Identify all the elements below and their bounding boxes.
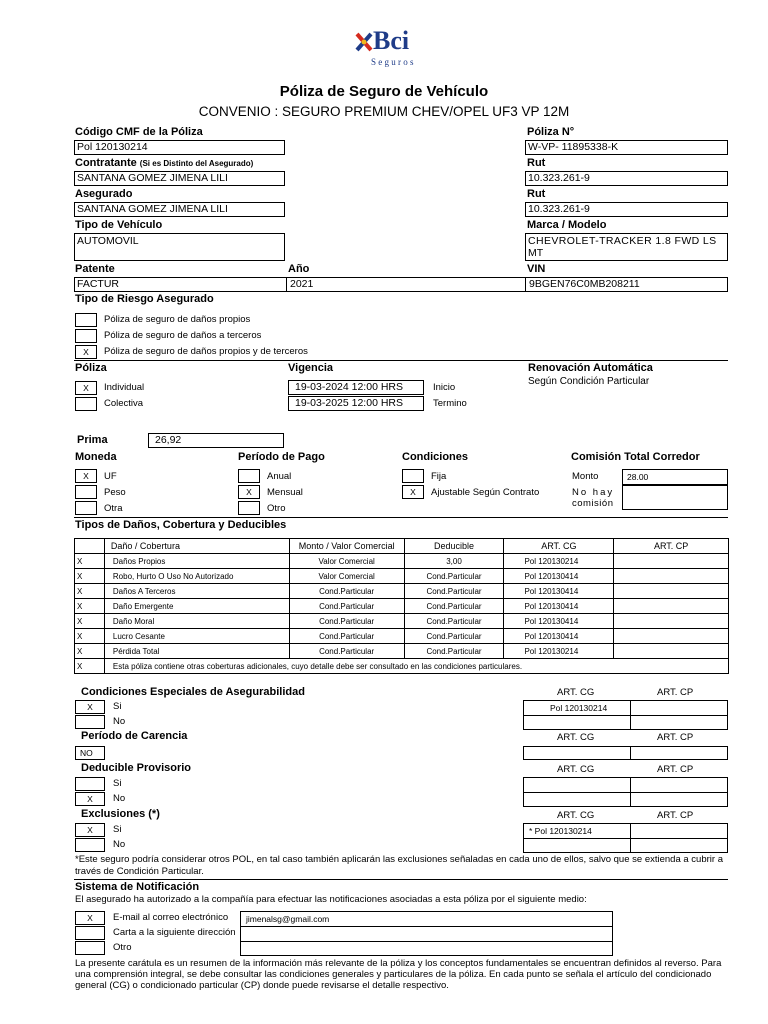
exclusiones-label: Exclusiones (*)	[81, 808, 160, 820]
periodo-mensual: Mensual	[267, 487, 303, 498]
vigencia-termino-field	[288, 396, 424, 411]
prima-label: Prima	[77, 434, 108, 446]
footer-line-2: una comprensión integral, se debe consultar las condiciones generales y particulares de la póliza. En cada punto se señala el artículo del condicionado	[75, 969, 712, 980]
notificacion-email-value: jimenalsg@gmail.com	[246, 914, 330, 924]
moneda-check-otra[interactable]	[75, 501, 97, 515]
table-row	[75, 599, 729, 614]
poliza-check-individual[interactable]: X	[75, 381, 97, 395]
condiciones-check-ajustable[interactable]: X	[402, 485, 424, 499]
asegurado-field	[74, 202, 285, 217]
anio-label: Año	[288, 263, 310, 275]
comision-no-hay-field	[622, 485, 728, 510]
comision-monto-value: 28.00	[627, 472, 649, 482]
especiales-check-si[interactable]: X	[75, 700, 105, 714]
riesgo-check-2[interactable]	[75, 329, 97, 343]
marca-value-2: MT	[528, 247, 544, 259]
vigencia-inicio-value: 19-03-2024 12:00 HRS	[295, 381, 403, 393]
especiales-cg-value: Pol 120130214	[550, 703, 608, 713]
especiales-no: No	[113, 716, 126, 727]
row-cg: Pol 120130414	[504, 599, 614, 614]
carencia-cg-label: ART. CG	[557, 732, 595, 743]
row-deducible: Cond.Particular	[404, 644, 504, 659]
header-monto: Monto / Valor Comercial	[289, 539, 404, 554]
exclusiones-check-no[interactable]	[75, 838, 105, 852]
comision-monto-label: Monto	[572, 471, 599, 482]
riesgo-option-1: Póliza de seguro de daños propios	[104, 314, 251, 325]
header-deducible: Deducible	[404, 539, 504, 554]
carencia-art-box	[523, 746, 728, 760]
periodo-otro: Otro	[267, 503, 286, 514]
exclusion-note-2: través de Condición Particular.	[75, 866, 204, 877]
comision-label: Comisión Total Corredor	[571, 451, 700, 463]
exclusion-note-1: *Este seguro podría considerar otros POL, en tal caso también aplicarán las exclusiones señaladas en cada uno de ellos, salvo que se extienda a cubrir a	[75, 854, 723, 865]
notificacion-check-email[interactable]: X	[75, 911, 105, 925]
vigencia-termino-label: Termino	[433, 398, 467, 409]
row-cg: Pol 120130214	[504, 554, 614, 569]
comision-no-hay-1: No hay	[572, 487, 615, 498]
table-row	[75, 644, 729, 659]
row-mark: X	[75, 599, 105, 614]
periodo-check-otro[interactable]	[238, 501, 260, 515]
notificacion-otro: Otro	[113, 942, 132, 953]
moneda-check-peso[interactable]	[75, 485, 97, 499]
especiales-art-box	[523, 700, 728, 730]
codigo-value: Pol 120130214	[77, 141, 148, 153]
row-cp	[614, 599, 729, 614]
riesgo-check-1[interactable]	[75, 313, 97, 327]
riesgo-option-2: Póliza de seguro de daños a terceros	[104, 330, 262, 341]
riesgo-check-3[interactable]: X	[75, 345, 97, 359]
bci-mark-icon	[355, 32, 373, 52]
moneda-check-uf[interactable]: X	[75, 469, 97, 483]
poliza-colectiva: Colectiva	[104, 398, 144, 409]
deducible-prov-art-box	[523, 777, 728, 807]
row-cp	[614, 569, 729, 584]
rut2-field	[525, 202, 728, 217]
deducible-prov-cg-label: ART. CG	[557, 764, 595, 775]
vigencia-inicio-field	[288, 380, 424, 395]
marca-value-1: CHEVROLET-TRACKER 1.8 FWD LS	[528, 235, 717, 247]
comision-no-hay-2: comisión	[572, 498, 614, 509]
contratante-label: Contratante (Si es Distinto del Asegurado)	[75, 157, 254, 169]
exclusiones-check-si[interactable]: X	[75, 823, 105, 837]
rut1-field	[525, 171, 728, 186]
notificacion-label: Sistema de Notificación	[75, 881, 200, 893]
coberturas-label: Tipos de Daños, Cobertura y Deducibles	[75, 519, 287, 531]
row-deducible: 3,00	[404, 554, 504, 569]
carencia-cp-label: ART. CP	[657, 732, 694, 743]
codigo-label: Código CMF de la Póliza	[75, 126, 203, 138]
row-cp	[614, 629, 729, 644]
exclusiones-cg-label: ART. CG	[557, 810, 595, 821]
poliza-n-value: W-VP- 11895338-K	[528, 141, 619, 153]
exclusiones-si: Si	[113, 824, 122, 835]
row-name: Daños A Terceros	[104, 584, 289, 599]
row-deducible: Cond.Particular	[404, 614, 504, 629]
vin-value: 9BGEN76C0MB208211	[529, 278, 640, 290]
patente-label: Patente	[75, 263, 115, 275]
deducible-prov-no: No	[113, 793, 126, 804]
poliza-individual: Individual	[104, 382, 145, 393]
footer-line-1: La presente carátula es un resumen de la información más relevante de la póliza y los conceptos fundamentales se encuentran definidos al reverso. Para	[75, 958, 722, 969]
deducible-prov-check-si[interactable]	[75, 777, 105, 791]
table-row	[75, 584, 729, 599]
row-name: Robo, Hurto O Uso No Autorizado	[104, 569, 289, 584]
row-mark: X	[75, 554, 105, 569]
exclusiones-cg-value: * Pol 120130214	[529, 826, 592, 836]
contratante-value: SANTANA GOMEZ JIMENA LILI	[77, 172, 228, 184]
asegurado-label: Asegurado	[75, 188, 133, 200]
vigencia-inicio-label: Inicio	[433, 382, 456, 393]
row-mark: X	[75, 629, 105, 644]
condiciones-label: Condiciones	[402, 451, 469, 463]
row-monto: Cond.Particular	[289, 644, 404, 659]
row-deducible: Cond.Particular	[404, 584, 504, 599]
row-cp	[614, 644, 729, 659]
rut1-label: Rut	[527, 157, 546, 169]
coberturas-header	[75, 539, 729, 554]
condiciones-ajustable: Ajustable Según Contrato	[431, 487, 540, 498]
notificacion-check-carta[interactable]	[75, 926, 105, 940]
periodo-anual: Anual	[267, 471, 292, 482]
row-deducible: Cond.Particular	[404, 569, 504, 584]
renovacion-label: Renovación Automática	[528, 362, 653, 374]
row-monto: Valor Comercial	[289, 569, 404, 584]
table-row	[75, 629, 729, 644]
row-cg: Pol 120130414	[504, 584, 614, 599]
moneda-label: Moneda	[75, 451, 117, 463]
logo-sub: S e g u r o s	[371, 57, 414, 67]
notificacion-email: E-mail al correo electrónico	[113, 912, 229, 923]
moneda-otra: Otra	[104, 503, 123, 514]
page-subtitle: CONVENIO : SEGURO PREMIUM CHEV/OPEL UF3 VP 12M	[198, 104, 570, 119]
marca-label: Marca / Modelo	[527, 219, 607, 231]
row-monto: Cond.Particular	[289, 629, 404, 644]
tipo-label: Tipo de Vehículo	[75, 219, 163, 231]
poliza-label: Póliza	[75, 362, 107, 374]
deducible-prov-label: Deducible Provisorio	[81, 762, 192, 774]
coberturas-table	[74, 538, 729, 674]
notificacion-values-box	[240, 911, 613, 956]
logo-brand: Bci	[373, 26, 410, 55]
vigencia-label: Vigencia	[288, 362, 334, 374]
notificacion-carta: Carta a la siguiente dirección	[113, 927, 236, 938]
footer-line-3: general (CG) o condicionado particular (CP) donde puede revisarse el detalle respectivo.	[75, 980, 449, 991]
especiales-si: Si	[113, 701, 122, 712]
notificacion-check-otro[interactable]	[75, 941, 105, 955]
row-monto: Cond.Particular	[289, 614, 404, 629]
row-name: Daños Propios	[104, 554, 289, 569]
riesgo-option-3: Póliza de seguro de daños propios y de terceros	[104, 346, 308, 357]
condiciones-check-fija[interactable]	[402, 469, 424, 483]
row-mark: X	[75, 584, 105, 599]
especiales-cg-label: ART. CG	[557, 687, 595, 698]
vin-label: VIN	[527, 263, 546, 275]
page-title: Póliza de Seguro de Vehículo	[279, 83, 489, 100]
deducible-prov-cp-label: ART. CP	[657, 764, 694, 775]
row-cp	[614, 584, 729, 599]
company-logo	[355, 28, 435, 72]
especiales-check-no[interactable]	[75, 715, 105, 729]
poliza-n-field	[525, 140, 728, 155]
row-monto: Cond.Particular	[289, 599, 404, 614]
row-cg: Pol 120130214	[504, 644, 614, 659]
exclusiones-no: No	[113, 839, 126, 850]
row-name: Daño Emergente	[104, 599, 289, 614]
header-cg: ART. CG	[504, 539, 614, 554]
rut2-label: Rut	[527, 188, 546, 200]
coberturas-note-row	[75, 659, 729, 674]
patente-value: FACTUR	[77, 278, 119, 290]
table-row	[75, 569, 729, 584]
poliza-check-colectiva[interactable]	[75, 397, 97, 411]
row-deducible: Cond.Particular	[404, 629, 504, 644]
coberturas-note: Esta póliza contiene otras coberturas adicionales, cuyo detalle debe ser consultado en las condiciones particulares.	[104, 659, 728, 674]
tipo-field	[74, 233, 285, 261]
row-mark: X	[75, 644, 105, 659]
riesgo-label: Tipo de Riesgo Asegurado	[75, 293, 214, 305]
header-cp: ART. CP	[614, 539, 729, 554]
row-deducible: Cond.Particular	[404, 599, 504, 614]
table-row	[75, 554, 729, 569]
row-cp	[614, 614, 729, 629]
row-name: Lucro Cesante	[104, 629, 289, 644]
row-monto: Cond.Particular	[289, 584, 404, 599]
carencia-value: NO	[75, 746, 105, 760]
condiciones-fija: Fija	[431, 471, 447, 482]
codigo-field	[74, 140, 285, 155]
rut2-value: 10.323.261-9	[528, 203, 590, 215]
notificacion-intro: El asegurado ha autorizado a la compañía para efectuar las notificaciones asociadas a esta póliza por el siguiente medio:	[75, 894, 587, 905]
carencia-label: Período de Carencia	[81, 730, 188, 742]
exclusiones-art-box	[523, 823, 728, 853]
row-monto: Valor Comercial	[289, 554, 404, 569]
periodo-label: Período de Pago	[238, 451, 325, 463]
periodo-check-mensual[interactable]: X	[238, 485, 260, 499]
row-cp	[614, 554, 729, 569]
vigencia-termino-value: 19-03-2025 12:00 HRS	[295, 397, 403, 409]
patente-row	[74, 277, 728, 292]
marca-field	[525, 233, 728, 261]
especiales-label: Condiciones Especiales de Asegurabilidad	[81, 686, 305, 698]
note-mark: X	[75, 659, 105, 674]
anio-value: 2021	[290, 278, 314, 290]
prima-value: 26,92	[155, 434, 182, 446]
asegurado-value: SANTANA GOMEZ JIMENA LILI	[77, 203, 228, 215]
row-cg: Pol 120130414	[504, 629, 614, 644]
contratante-field	[74, 171, 285, 186]
periodo-check-anual[interactable]	[238, 469, 260, 483]
table-row	[75, 614, 729, 629]
row-mark: X	[75, 614, 105, 629]
row-cg: Pol 120130414	[504, 614, 614, 629]
deducible-prov-si: Si	[113, 778, 122, 789]
tipo-value: AUTOMOVIL	[77, 235, 139, 247]
moneda-uf: UF	[104, 471, 117, 482]
row-name: Pérdida Total	[104, 644, 289, 659]
header-dano: Daño / Cobertura	[104, 539, 289, 554]
comision-monto-field	[622, 469, 728, 485]
poliza-n-label: Póliza N°	[527, 126, 575, 138]
row-cg: Pol 120130414	[504, 569, 614, 584]
row-name: Daño Moral	[104, 614, 289, 629]
row-mark: X	[75, 569, 105, 584]
rut1-value: 10.323.261-9	[528, 172, 590, 184]
prima-field	[148, 433, 284, 448]
especiales-cp-label: ART. CP	[657, 687, 694, 698]
moneda-peso: Peso	[104, 487, 126, 498]
renovacion-value: Según Condición Particular	[528, 376, 650, 387]
exclusiones-cp-label: ART. CP	[657, 810, 694, 821]
deducible-prov-check-no[interactable]: X	[75, 792, 105, 806]
